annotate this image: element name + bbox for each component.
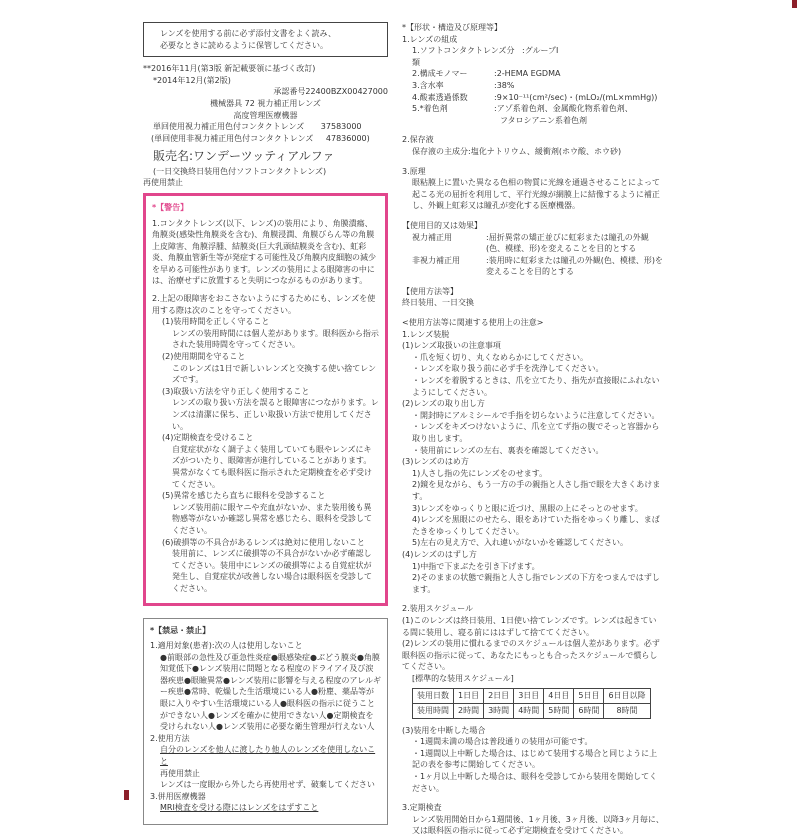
shape-title: *【形状・構造及び原理等】: [402, 23, 502, 32]
preserve-title: 2.保存液: [402, 135, 434, 145]
handling-h3: (3)レンズのはめ方: [402, 457, 469, 467]
list-item: ・レンズを取り扱う前に必ず手を洗浄してください。: [412, 364, 604, 374]
contra-item-2-head: 2.使用方法: [150, 733, 190, 743]
composition-label: 1.ソフトコンタクトレンズ分類: [412, 46, 515, 67]
subitem-head: (2)使用期間を守ること: [162, 352, 246, 362]
subitem-head: (1)装用時間を正しく守ること: [162, 317, 270, 327]
contra-item-3-head: 3.併用医療機器: [150, 791, 206, 801]
subitem-head: (6)破損等の不具合があるレンズは絶対に使用しないこと: [162, 537, 365, 547]
purpose-text: :屈折異常の矯正並びに虹彩または瞳孔の外観(色、模様、形)を変えることを目的とする: [486, 232, 649, 254]
right-column: [402, 22, 664, 837]
subitem-head: (5)異常を感じたら直ちに眼科を受診すること: [162, 491, 326, 501]
list-item: ・爪を短く切り、丸くなめらかにしてください。: [412, 352, 588, 362]
subitem-head: (4)定期検査を受けること: [162, 433, 254, 443]
product-description: (一日交換終日装用色付ソフトコンタクトレンズ): [153, 166, 327, 176]
list-item: 1)人さし指の先にレンズをのせます。: [412, 468, 548, 478]
product-name: 販売名:ワンデーツッティアルファ: [153, 149, 335, 164]
table-cell: 3日目: [514, 689, 544, 704]
principle-title: 3.原理: [402, 166, 426, 176]
table-cell: 2日目: [484, 689, 514, 704]
composition-row: [402, 80, 664, 92]
composition-row: [402, 92, 664, 104]
corner-mark-bottom: [124, 790, 129, 800]
table-cell: 4日目: [544, 689, 574, 704]
device-category: 機械器具 72 視力補正用レンズ: [210, 98, 321, 108]
code-value: 47836000): [325, 133, 370, 143]
subitem-body: レンズ装用前に眼ヤニや充血がないか、また装用後も異物感等がないか確認し異常を感じたら、眼科を受診してください。: [172, 502, 372, 535]
principle-text: 眼粘膜上に置いた異なる色相の物質に光線を通過させることによって起こる光の屈折を利用して、平行光線が網膜上に結像するように補正し、外観上虹彩又は瞳孔が変化する医療機器。: [412, 178, 660, 211]
interruption-title: (3)装用を中断した場合: [402, 725, 486, 735]
general-code-2: [143, 133, 388, 145]
list-item: 5)左右の見え方で、入れ違いがないかを確認してください。: [412, 538, 629, 548]
handling-h2: (2)レンズの取り出し方: [402, 399, 485, 409]
code-value: 37583000: [320, 122, 362, 132]
contra-item-2-line: 自分のレンズを他人に渡したり他人のレンズを使用しないこと: [160, 745, 376, 767]
notice-box: [143, 22, 388, 57]
handling-h4: (4)レンズのはずし方: [402, 549, 477, 559]
reuse-prohibited: 再使用禁止: [143, 178, 183, 188]
inspection-text: レンズ装用開始日から1週間後、1ヶ月後、3ヶ月後、以降3ヶ月毎に、又は眼科医の指示に従って必ず定期検査を受けてください。: [412, 814, 664, 836]
subitem-body: 装用前に、レンズに破損等の不具合がないか必ず確認してください。装用中にレンズの破損等による自覚症状が発生し、自覚症状が改善しない場合は眼科医を受診してください。: [172, 549, 372, 593]
list-item: 3)レンズをゆっくりと眼に近づけ、黒眼の上にそっとのせます。: [412, 503, 643, 513]
warning-item: 2.上記の眼障害をおこさないようにするためにも、レンズを使用する際は次のことを守ってください。: [152, 294, 376, 315]
table-cell: 1日目: [454, 689, 484, 704]
purpose-label: 非視力補正用: [412, 255, 460, 265]
list-item: ・1週間未満の場合は普段通りの装用が可能です。: [412, 737, 593, 747]
composition-row: [402, 115, 664, 127]
composition-value: :グループI: [522, 46, 559, 56]
composition-label: 5.*着色剤: [412, 104, 448, 114]
composition-title: 1.レンズの組成: [402, 34, 458, 44]
contra-item-2-line: レンズは一度眼から外したら再使用せず、破棄してください: [160, 780, 375, 790]
preserve-text: 保存液の主成分:塩化ナトリウム、緩衝剤(ホウ酸、ホウ砂): [412, 146, 622, 156]
list-item: ・装用前にレンズの左右、裏表を確認してください。: [412, 445, 604, 455]
composition-label: 4.酸素透過係数: [412, 92, 468, 102]
subitem-body: このレンズは1日で新しいレンズと交換する使い捨てレンズです。: [172, 363, 377, 385]
composition-value: フタロシアニン系着色剤: [500, 115, 588, 125]
warning-subitem: [152, 490, 379, 536]
composition-value: :38%: [494, 80, 515, 90]
approval-number: 承認番号22400BZX00427000: [273, 87, 388, 97]
table-cell: 装用日数: [413, 689, 454, 704]
list-item: ・レンズを着脱するときは、爪を立てたり、指先が直接眼にふれないようにしてください。: [412, 376, 660, 397]
contra-item-1-head: 1.適用対象(患者):次の人は使用しないこと: [150, 641, 303, 651]
schedule-table: [412, 688, 651, 718]
table-cell: 6日目以降: [604, 689, 650, 704]
composition-value: :9×10⁻¹¹(cm²/sec)・(mLO₂/(mL×mmHg)): [494, 92, 658, 102]
handling-h1: (1)レンズ取扱いの注意事項: [402, 341, 501, 351]
purpose-text: :装用時に虹彩または瞳孔の外観(色、模様、形)を変えることを目的とする: [486, 255, 663, 277]
table-cell: 5時間: [544, 704, 574, 719]
subitem-body: 自覚症状がなく調子よく装用していても眼やレンズにキズがついたり、眼障害が進行していることがあります。異常がなくても眼科医に指示された定期検査を必ず受けてください。: [172, 444, 372, 489]
list-item: 1)中指で下まぶたを引き下げます。: [412, 561, 540, 571]
warning-item: 1.コンタクトレンズ(以下、レンズ)の装用により、角膜潰瘍、角膜炎(感染性角膜炎を含む)、角膜浸潤、角膜びらん等の角膜上皮障害、角膜浮腫、結膜炎(巨大乳頭結膜炎を含む)、虹彩炎、角膜血管新生等が発症する可能性及び角膜内皮細胞の減少を早める可能性があります。レンズの装用による眼障害の中には、治療せずに放置すると失明につながるものがあります。: [152, 218, 376, 286]
warning-subitem: [152, 351, 379, 386]
inspection-title: 3.定期検査: [402, 803, 442, 813]
list-item: ・1週間以上中断した場合は、はじめて装用する場合と同じように上記の表を参考に開始してください。: [412, 748, 658, 770]
usage-text: 終日装用、一日交換: [402, 298, 474, 308]
corner-mark-top: [792, 0, 797, 8]
contra-item-3-line: MRI検査を受ける際にはレンズをはずすこと: [160, 803, 319, 813]
notice-line: レンズを使用する前に必ず添付文書をよく読み、: [160, 29, 337, 38]
revision-3: **2016年11月(第3版 新記載要領に基づく改訂): [143, 64, 316, 74]
composition-row: [402, 45, 664, 68]
subitem-body: レンズの装用時間には個人差があります。眼科医から指示された装用時間を守ってください。: [172, 328, 379, 350]
warning-subitem: [152, 432, 379, 490]
composition-value: :2-HEMA EGDMA: [494, 69, 561, 79]
list-item: ・レンズをキズつけないように、爪を立てず指の腹でそっと容器から取り出します。: [412, 422, 660, 443]
usage-notes-title: <使用方法等に関連する使用上の注意>: [402, 318, 544, 328]
table-row: [413, 689, 651, 704]
list-item: ・1ヶ月以上中断した場合は、眼科を受診してから装用を開始してください。: [412, 772, 658, 793]
warning-subitem: [152, 537, 379, 595]
code-label: (単回使用非視力補正用色付コンタクトレンズ: [151, 133, 314, 143]
table-cell: 装用時間: [413, 704, 454, 719]
subitem-body: レンズの取り扱い方法を誤ると眼障害につながります。レンズは清潔に保ち、正しい取扱い方法で使用してください。: [172, 398, 379, 431]
schedule-p2: (2)レンズの装用に慣れるまでのスケジュールは個人差があります。必ず眼科医の指示に従って、あなたにもっとも合ったスケジュールで慣らしてください。: [402, 639, 660, 672]
revision-2: *2014年12月(第2版): [153, 75, 231, 85]
contraindication-title: *【禁忌・禁止】: [150, 625, 211, 635]
general-code-1: [143, 121, 388, 133]
contra-item-1-body: ●前眼部の急性及び亜急性炎症●眼感染症●ぶどう膜炎●角膜知覚低下●レンズ装用に問題となる程度のドライアイ及び涙器疾患●眼瞼異常●レンズ装用に影響を与える程度のアレルギー疾患●常時、乾燥した生活環境にいる人●粉塵、薬品等が眼に入りやすい生活環境にいる人●眼科医の指示に従うことができない人●レンズを確かに使用できない人●定期検査を受けられない人●レンズ装用に必要な衛生管理が行えない人: [160, 652, 381, 732]
table-row: [413, 704, 651, 719]
left-column: [143, 22, 388, 825]
list-item: 4)レンズを黒眼にのせたら、眼をあけていた指をゆっくり離し、まばたきをゆっくりしてください。: [412, 515, 660, 536]
table-cell: 6時間: [574, 704, 604, 719]
list-item: 2)そのままの状態で親指と人さし指でレンズの下方をつまんではずします。: [412, 573, 660, 594]
composition-label: 2.構成モノマー: [412, 69, 468, 79]
purpose-label: 視力補正用: [412, 232, 452, 242]
schedule-title: 2.装用スケジュール: [402, 604, 474, 614]
contra-item-2-line: 再使用禁止: [160, 768, 200, 778]
table-cell: 8時間: [604, 704, 650, 719]
composition-label: [412, 115, 500, 127]
composition-label: 3.含水率: [412, 80, 444, 90]
handling-title: 1.レンズ装脱: [402, 329, 450, 339]
schedule-p1: (1)このレンズは終日装用、1日使い捨てレンズです。レンズは起きている間に装用し、寝る前にははずして捨ててください。: [402, 615, 657, 637]
table-cell: 5日目: [574, 689, 604, 704]
table-cell: 4時間: [514, 704, 544, 719]
subitem-head: (3)取扱い方法を守り正しく使用すること: [162, 386, 310, 396]
schedule-table-caption: [標準的な装用スケジュール]: [412, 673, 514, 683]
table-cell: 3時間: [484, 704, 514, 719]
composition-value: :アゾ系着色剤、金属酸化物系着色剤、: [494, 104, 633, 114]
warning-box: [143, 193, 388, 606]
composition-row: [402, 68, 664, 80]
purpose-row: [402, 255, 664, 278]
table-cell: 2時間: [454, 704, 484, 719]
code-label: 単回使用視力補正用色付コンタクトレンズ: [153, 122, 305, 132]
usage-title: 【使用方法等】: [402, 286, 458, 296]
contraindication-box: [143, 618, 388, 826]
list-item: 2)鏡を見ながら、もう一方の手の親指と人さし指で眼を大きくあけます。: [412, 480, 661, 501]
notice-line: 必要なときに読めるように保管してください。: [160, 40, 328, 50]
warning-subitem: [152, 316, 379, 351]
device-class: 高度管理医療機器: [233, 110, 298, 120]
warning-title: *【警告】: [152, 202, 189, 212]
list-item: ・開封時にアルミシールで手指を切らないように注意してください。: [412, 410, 660, 420]
purpose-row: [402, 232, 664, 255]
composition-row: [402, 103, 664, 115]
purpose-title: 【使用目的又は効果】: [402, 220, 482, 230]
warning-subitem: [152, 386, 379, 432]
